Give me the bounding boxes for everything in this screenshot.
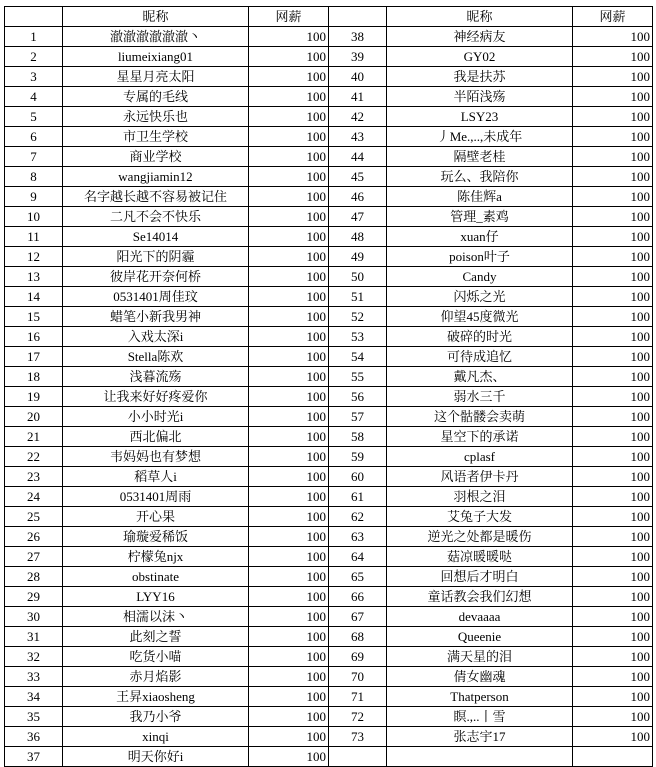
cell-index-left[interactable]: 8 bbox=[5, 167, 63, 187]
cell-index-right[interactable]: 42 bbox=[329, 107, 387, 127]
cell-nickname-right[interactable]: 星空下的承诺 bbox=[387, 427, 573, 447]
cell-nickname-left[interactable]: 澈澈澈澈澈澈丶 bbox=[63, 27, 249, 47]
cell-nickname-right[interactable]: devaaaa bbox=[387, 607, 573, 627]
cell-pay-left[interactable]: 100 bbox=[249, 407, 329, 427]
cell-pay-right[interactable]: 100 bbox=[573, 87, 653, 107]
header-pay-right: 网薪 bbox=[573, 7, 653, 27]
cell-index-right[interactable]: 49 bbox=[329, 247, 387, 267]
cell-index-left[interactable]: 6 bbox=[5, 127, 63, 147]
cell-nickname-right[interactable]: 玩么、我陪你 bbox=[387, 167, 573, 187]
cell-nickname-right[interactable]: 我是扶苏 bbox=[387, 67, 573, 87]
cell-nickname-left[interactable]: Stella陈欢 bbox=[63, 347, 249, 367]
cell-index-left[interactable]: 23 bbox=[5, 467, 63, 487]
cell-pay-right[interactable]: 100 bbox=[573, 247, 653, 267]
cell-pay-right[interactable]: 100 bbox=[573, 407, 653, 427]
cell-nickname-left[interactable]: 开心果 bbox=[63, 507, 249, 527]
header-name-left: 昵称 bbox=[63, 7, 249, 27]
cell-pay-right[interactable]: 100 bbox=[573, 367, 653, 387]
cell-index-left[interactable]: 4 bbox=[5, 87, 63, 107]
table-row bbox=[5, 447, 653, 467]
table-row bbox=[5, 127, 653, 147]
table-row bbox=[5, 747, 653, 767]
cell-index-left[interactable]: 14 bbox=[5, 287, 63, 307]
cell-nickname-right[interactable]: xuan仔 bbox=[387, 227, 573, 247]
cell-index-right[interactable]: 52 bbox=[329, 307, 387, 327]
cell-nickname-left[interactable]: 韦妈妈也有梦想 bbox=[63, 447, 249, 467]
cell-pay-left[interactable]: 100 bbox=[249, 367, 329, 387]
table-header-row bbox=[5, 7, 653, 27]
cell-index-right[interactable]: 54 bbox=[329, 347, 387, 367]
cell-index-right[interactable]: 57 bbox=[329, 407, 387, 427]
cell-nickname-right[interactable]: cplasf bbox=[387, 447, 573, 467]
cell-index-right[interactable] bbox=[329, 747, 387, 767]
cell-index-right[interactable]: 40 bbox=[329, 67, 387, 87]
cell-pay-right[interactable]: 100 bbox=[573, 307, 653, 327]
cell-pay-left[interactable]: 100 bbox=[249, 167, 329, 187]
cell-pay-left[interactable]: 100 bbox=[249, 87, 329, 107]
cell-pay-right[interactable]: 100 bbox=[573, 587, 653, 607]
cell-index-right[interactable]: 55 bbox=[329, 367, 387, 387]
cell-index-right[interactable]: 43 bbox=[329, 127, 387, 147]
cell-nickname-left[interactable]: 瑜璇爱稀饭 bbox=[63, 527, 249, 547]
cell-index-left[interactable]: 17 bbox=[5, 347, 63, 367]
cell-index-right[interactable]: 61 bbox=[329, 487, 387, 507]
cell-pay-right[interactable]: 100 bbox=[573, 447, 653, 467]
table-row bbox=[5, 707, 653, 727]
cell-nickname-left[interactable]: 星星月亮太阳 bbox=[63, 67, 249, 87]
cell-pay-right[interactable]: 100 bbox=[573, 507, 653, 527]
cell-index-right[interactable]: 53 bbox=[329, 327, 387, 347]
cell-nickname-left[interactable]: LYY16 bbox=[63, 587, 249, 607]
cell-pay-right[interactable]: 100 bbox=[573, 107, 653, 127]
cell-pay-left[interactable]: 100 bbox=[249, 107, 329, 127]
cell-nickname-left[interactable]: 相濡以沫丶 bbox=[63, 607, 249, 627]
cell-index-right[interactable]: 64 bbox=[329, 547, 387, 567]
cell-index-left[interactable]: 30 bbox=[5, 607, 63, 627]
cell-index-left[interactable]: 11 bbox=[5, 227, 63, 247]
table-row bbox=[5, 467, 653, 487]
cell-pay-right[interactable]: 100 bbox=[573, 187, 653, 207]
cell-pay-left[interactable]: 100 bbox=[249, 507, 329, 527]
cell-nickname-left[interactable]: 0531401周雨 bbox=[63, 487, 249, 507]
cell-nickname-left[interactable]: obstinate bbox=[63, 567, 249, 587]
cell-nickname-right[interactable]: 童话教会我们幻想 bbox=[387, 587, 573, 607]
cell-index-left[interactable]: 21 bbox=[5, 427, 63, 447]
cell-index-left[interactable]: 12 bbox=[5, 247, 63, 267]
cell-nickname-right[interactable]: 闪烁之光 bbox=[387, 287, 573, 307]
cell-nickname-left[interactable]: 浅暮流殇 bbox=[63, 367, 249, 387]
table-row bbox=[5, 107, 653, 127]
cell-nickname-right[interactable]: 半陌浅殇 bbox=[387, 87, 573, 107]
cell-nickname-left[interactable]: 此刻之誓 bbox=[63, 627, 249, 647]
cell-index-left[interactable]: 7 bbox=[5, 147, 63, 167]
header-pay-left: 网薪 bbox=[249, 7, 329, 27]
cell-pay-left[interactable]: 100 bbox=[249, 667, 329, 687]
cell-index-left[interactable]: 32 bbox=[5, 647, 63, 667]
cell-pay-left[interactable]: 100 bbox=[249, 267, 329, 287]
cell-nickname-left[interactable]: 柠檬兔njx bbox=[63, 547, 249, 567]
cell-pay-right[interactable]: 100 bbox=[573, 207, 653, 227]
cell-index-left[interactable]: 19 bbox=[5, 387, 63, 407]
cell-nickname-right[interactable]: 张志宇17 bbox=[387, 727, 573, 747]
cell-pay-left[interactable]: 100 bbox=[249, 287, 329, 307]
cell-nickname-right[interactable]: 隔壁老桂 bbox=[387, 147, 573, 167]
table-row bbox=[5, 287, 653, 307]
cell-nickname-right[interactable]: 丿Me.,..,未成年 bbox=[387, 127, 573, 147]
cell-nickname-left[interactable]: 让我来好好疼爱你 bbox=[63, 387, 249, 407]
cell-index-right[interactable]: 50 bbox=[329, 267, 387, 287]
cell-nickname-left[interactable]: 西北偏北 bbox=[63, 427, 249, 447]
cell-nickname-right[interactable]: 回想后才明白 bbox=[387, 567, 573, 587]
cell-nickname-right[interactable]: 瞑.,..丨雪 bbox=[387, 707, 573, 727]
cell-pay-right[interactable]: 100 bbox=[573, 327, 653, 347]
cell-pay-left[interactable]: 100 bbox=[249, 247, 329, 267]
cell-index-left[interactable]: 33 bbox=[5, 667, 63, 687]
cell-pay-left[interactable]: 100 bbox=[249, 47, 329, 67]
cell-nickname-right[interactable]: 逆光之处都是暖伤 bbox=[387, 527, 573, 547]
cell-index-right[interactable]: 45 bbox=[329, 167, 387, 187]
cell-nickname-left[interactable]: 稻草人i bbox=[63, 467, 249, 487]
cell-pay-left[interactable]: 100 bbox=[249, 467, 329, 487]
cell-index-right[interactable]: 60 bbox=[329, 467, 387, 487]
cell-pay-right[interactable]: 100 bbox=[573, 667, 653, 687]
table-row bbox=[5, 627, 653, 647]
cell-nickname-left[interactable]: 二凡不会不快乐 bbox=[63, 207, 249, 227]
table-header bbox=[5, 7, 653, 27]
cell-index-left[interactable]: 24 bbox=[5, 487, 63, 507]
cell-nickname-right[interactable]: Queenie bbox=[387, 627, 573, 647]
cell-index-left[interactable]: 35 bbox=[5, 707, 63, 727]
table-row bbox=[5, 327, 653, 347]
header-index-right bbox=[329, 7, 387, 27]
cell-pay-left[interactable]: 100 bbox=[249, 687, 329, 707]
cell-pay-right[interactable]: 100 bbox=[573, 607, 653, 627]
nickname-pay-table bbox=[4, 6, 653, 767]
cell-nickname-left[interactable]: 阳光下的阴霾 bbox=[63, 247, 249, 267]
cell-index-right[interactable]: 39 bbox=[329, 47, 387, 67]
cell-pay-left[interactable]: 100 bbox=[249, 527, 329, 547]
cell-index-right[interactable]: 62 bbox=[329, 507, 387, 527]
cell-pay-right[interactable]: 100 bbox=[573, 127, 653, 147]
cell-nickname-right[interactable]: 可待成追忆 bbox=[387, 347, 573, 367]
cell-index-right[interactable]: 66 bbox=[329, 587, 387, 607]
header-name-right: 昵称 bbox=[387, 7, 573, 27]
cell-pay-left[interactable]: 100 bbox=[249, 567, 329, 587]
cell-index-right[interactable]: 70 bbox=[329, 667, 387, 687]
cell-index-left[interactable]: 29 bbox=[5, 587, 63, 607]
cell-nickname-left[interactable]: xinqi bbox=[63, 727, 249, 747]
cell-pay-right[interactable]: 100 bbox=[573, 627, 653, 647]
cell-pay-left[interactable]: 100 bbox=[249, 147, 329, 167]
cell-nickname-left[interactable]: 明天你好i bbox=[63, 747, 249, 767]
cell-index-left[interactable]: 15 bbox=[5, 307, 63, 327]
cell-pay-left[interactable]: 100 bbox=[249, 27, 329, 47]
cell-nickname-right[interactable]: 管理_素鸡 bbox=[387, 207, 573, 227]
cell-nickname-left[interactable]: 专属的毛线 bbox=[63, 87, 249, 107]
cell-pay-right[interactable]: 100 bbox=[573, 67, 653, 87]
cell-nickname-right[interactable]: 风语者伊卡丹 bbox=[387, 467, 573, 487]
cell-pay-left[interactable]: 100 bbox=[249, 347, 329, 367]
cell-pay-left[interactable]: 100 bbox=[249, 387, 329, 407]
cell-nickname-left[interactable]: wangjiamin12 bbox=[63, 167, 249, 187]
table-row bbox=[5, 407, 653, 427]
cell-pay-left[interactable]: 100 bbox=[249, 607, 329, 627]
cell-pay-right[interactable]: 100 bbox=[573, 647, 653, 667]
table-row bbox=[5, 207, 653, 227]
cell-index-right[interactable]: 63 bbox=[329, 527, 387, 547]
cell-index-left[interactable]: 27 bbox=[5, 547, 63, 567]
table-row bbox=[5, 167, 653, 187]
header-index-left bbox=[5, 7, 63, 27]
cell-pay-right[interactable]: 100 bbox=[573, 727, 653, 747]
cell-pay-right[interactable]: 100 bbox=[573, 567, 653, 587]
cell-pay-left[interactable]: 100 bbox=[249, 547, 329, 567]
cell-nickname-right[interactable]: Thatperson bbox=[387, 687, 573, 707]
cell-nickname-right[interactable]: 神经病友 bbox=[387, 27, 573, 47]
table-row bbox=[5, 187, 653, 207]
cell-nickname-right[interactable]: 艾兔子大发 bbox=[387, 507, 573, 527]
cell-pay-left[interactable]: 100 bbox=[249, 627, 329, 647]
cell-index-left[interactable]: 3 bbox=[5, 67, 63, 87]
cell-pay-left[interactable]: 100 bbox=[249, 647, 329, 667]
cell-index-right[interactable]: 69 bbox=[329, 647, 387, 667]
cell-pay-left[interactable]: 100 bbox=[249, 587, 329, 607]
table-row bbox=[5, 307, 653, 327]
table-row bbox=[5, 427, 653, 447]
cell-nickname-left[interactable]: liumeixiang01 bbox=[63, 47, 249, 67]
cell-index-right[interactable]: 46 bbox=[329, 187, 387, 207]
cell-nickname-right[interactable]: 倩女幽魂 bbox=[387, 667, 573, 687]
cell-pay-left[interactable]: 100 bbox=[249, 727, 329, 747]
cell-pay-right[interactable]: 100 bbox=[573, 707, 653, 727]
cell-index-left[interactable]: 1 bbox=[5, 27, 63, 47]
table-row bbox=[5, 567, 653, 587]
cell-index-left[interactable]: 36 bbox=[5, 727, 63, 747]
cell-index-right[interactable]: 73 bbox=[329, 727, 387, 747]
cell-index-left[interactable]: 18 bbox=[5, 367, 63, 387]
cell-index-right[interactable]: 56 bbox=[329, 387, 387, 407]
cell-index-left[interactable]: 5 bbox=[5, 107, 63, 127]
table-row bbox=[5, 347, 653, 367]
cell-pay-right[interactable]: 100 bbox=[573, 467, 653, 487]
cell-nickname-right[interactable]: 羽根之泪 bbox=[387, 487, 573, 507]
table-row bbox=[5, 147, 653, 167]
cell-index-right[interactable]: 51 bbox=[329, 287, 387, 307]
cell-index-left[interactable]: 22 bbox=[5, 447, 63, 467]
cell-pay-left[interactable]: 100 bbox=[249, 187, 329, 207]
table-row bbox=[5, 727, 653, 747]
table-row bbox=[5, 487, 653, 507]
cell-pay-left[interactable]: 100 bbox=[249, 747, 329, 767]
cell-index-right[interactable]: 48 bbox=[329, 227, 387, 247]
table-row bbox=[5, 367, 653, 387]
cell-index-right[interactable]: 58 bbox=[329, 427, 387, 447]
table-row bbox=[5, 547, 653, 567]
cell-index-right[interactable]: 59 bbox=[329, 447, 387, 467]
cell-nickname-left[interactable]: 王昇xiaosheng bbox=[63, 687, 249, 707]
cell-index-left[interactable]: 25 bbox=[5, 507, 63, 527]
cell-pay-right[interactable]: 100 bbox=[573, 427, 653, 447]
cell-nickname-left[interactable]: 名字越长越不容易被记住 bbox=[63, 187, 249, 207]
cell-index-right[interactable]: 71 bbox=[329, 687, 387, 707]
cell-nickname-left[interactable]: 吃货小喵 bbox=[63, 647, 249, 667]
cell-nickname-right[interactable]: 菇凉暖暖哒 bbox=[387, 547, 573, 567]
cell-nickname-right[interactable]: 陈佳辉a bbox=[387, 187, 573, 207]
cell-nickname-right[interactable]: 仰望45度微光 bbox=[387, 307, 573, 327]
table-row bbox=[5, 87, 653, 107]
cell-index-right[interactable]: 68 bbox=[329, 627, 387, 647]
cell-nickname-left[interactable]: Se14014 bbox=[63, 227, 249, 247]
table-row bbox=[5, 267, 653, 287]
cell-pay-left[interactable]: 100 bbox=[249, 307, 329, 327]
cell-pay-left[interactable]: 100 bbox=[249, 67, 329, 87]
cell-nickname-right[interactable]: 这个骷髅会卖萌 bbox=[387, 407, 573, 427]
cell-nickname-left[interactable]: 0531401周佳玟 bbox=[63, 287, 249, 307]
cell-index-left[interactable]: 26 bbox=[5, 527, 63, 547]
cell-pay-right[interactable]: 100 bbox=[573, 47, 653, 67]
cell-index-left[interactable]: 28 bbox=[5, 567, 63, 587]
cell-nickname-right[interactable]: GY02 bbox=[387, 47, 573, 67]
table-row bbox=[5, 227, 653, 247]
cell-index-left[interactable]: 2 bbox=[5, 47, 63, 67]
table-row bbox=[5, 647, 653, 667]
table-row bbox=[5, 527, 653, 547]
cell-index-right[interactable]: 47 bbox=[329, 207, 387, 227]
cell-pay-right[interactable]: 100 bbox=[573, 487, 653, 507]
table-row bbox=[5, 67, 653, 87]
cell-nickname-right[interactable] bbox=[387, 747, 573, 767]
table-row bbox=[5, 607, 653, 627]
cell-pay-left[interactable]: 100 bbox=[249, 487, 329, 507]
cell-pay-right[interactable]: 100 bbox=[573, 687, 653, 707]
cell-pay-right[interactable]: 100 bbox=[573, 347, 653, 367]
cell-pay-right[interactable]: 100 bbox=[573, 387, 653, 407]
cell-pay-left[interactable]: 100 bbox=[249, 207, 329, 227]
table-row bbox=[5, 47, 653, 67]
cell-index-left[interactable]: 10 bbox=[5, 207, 63, 227]
cell-index-right[interactable]: 72 bbox=[329, 707, 387, 727]
cell-nickname-left[interactable]: 小小时光i bbox=[63, 407, 249, 427]
cell-pay-right[interactable]: 100 bbox=[573, 167, 653, 187]
cell-index-right[interactable]: 41 bbox=[329, 87, 387, 107]
table-row bbox=[5, 667, 653, 687]
cell-nickname-left[interactable]: 彼岸花开奈何桥 bbox=[63, 267, 249, 287]
cell-nickname-right[interactable]: 弱水三千 bbox=[387, 387, 573, 407]
cell-index-left[interactable]: 31 bbox=[5, 627, 63, 647]
cell-index-right[interactable]: 38 bbox=[329, 27, 387, 47]
cell-index-left[interactable]: 37 bbox=[5, 747, 63, 767]
cell-index-right[interactable]: 44 bbox=[329, 147, 387, 167]
cell-pay-right[interactable]: 100 bbox=[573, 287, 653, 307]
cell-nickname-left[interactable]: 永远快乐也 bbox=[63, 107, 249, 127]
cell-nickname-left[interactable]: 赤月焰影 bbox=[63, 667, 249, 687]
cell-pay-right[interactable] bbox=[573, 747, 653, 767]
cell-nickname-left[interactable]: 商业学校 bbox=[63, 147, 249, 167]
cell-pay-left[interactable]: 100 bbox=[249, 447, 329, 467]
table-row bbox=[5, 587, 653, 607]
cell-index-left[interactable]: 34 bbox=[5, 687, 63, 707]
table-row bbox=[5, 247, 653, 267]
table-row bbox=[5, 507, 653, 527]
cell-nickname-right[interactable]: LSY23 bbox=[387, 107, 573, 127]
cell-pay-left[interactable]: 100 bbox=[249, 327, 329, 347]
cell-pay-right[interactable]: 100 bbox=[573, 267, 653, 287]
cell-nickname-left[interactable]: 蜡笔小新我男神 bbox=[63, 307, 249, 327]
cell-pay-right[interactable]: 100 bbox=[573, 27, 653, 47]
cell-index-left[interactable]: 9 bbox=[5, 187, 63, 207]
cell-pay-right[interactable]: 100 bbox=[573, 227, 653, 247]
cell-nickname-left[interactable]: 我乃小爷 bbox=[63, 707, 249, 727]
table-row bbox=[5, 27, 653, 47]
cell-nickname-right[interactable]: 破碎的时光 bbox=[387, 327, 573, 347]
cell-pay-left[interactable]: 100 bbox=[249, 707, 329, 727]
cell-pay-right[interactable]: 100 bbox=[573, 527, 653, 547]
cell-pay-right[interactable]: 100 bbox=[573, 147, 653, 167]
table-row bbox=[5, 387, 653, 407]
cell-index-left[interactable]: 13 bbox=[5, 267, 63, 287]
cell-nickname-right[interactable]: Candy bbox=[387, 267, 573, 287]
cell-pay-left[interactable]: 100 bbox=[249, 127, 329, 147]
cell-nickname-left[interactable]: 入戏太深i bbox=[63, 327, 249, 347]
cell-pay-right[interactable]: 100 bbox=[573, 547, 653, 567]
table-body bbox=[5, 27, 653, 767]
cell-index-right[interactable]: 67 bbox=[329, 607, 387, 627]
cell-index-right[interactable]: 65 bbox=[329, 567, 387, 587]
cell-nickname-right[interactable]: 满天星的泪 bbox=[387, 647, 573, 667]
cell-pay-left[interactable]: 100 bbox=[249, 427, 329, 447]
cell-index-left[interactable]: 16 bbox=[5, 327, 63, 347]
cell-index-left[interactable]: 20 bbox=[5, 407, 63, 427]
cell-nickname-right[interactable]: poison叶子 bbox=[387, 247, 573, 267]
cell-pay-left[interactable]: 100 bbox=[249, 227, 329, 247]
cell-nickname-right[interactable]: 戴凡杰、 bbox=[387, 367, 573, 387]
cell-nickname-left[interactable]: 市卫生学校 bbox=[63, 127, 249, 147]
